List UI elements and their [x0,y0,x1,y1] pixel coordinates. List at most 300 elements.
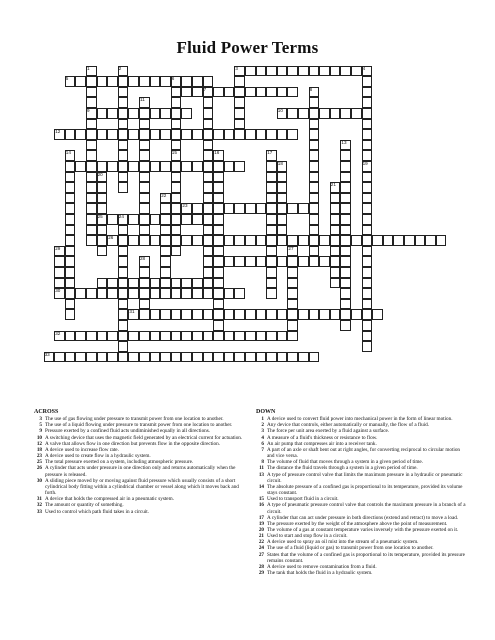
grid-cell[interactable] [266,267,277,278]
grid-cell[interactable] [86,172,97,183]
grid-cell[interactable] [298,66,309,77]
grid-cell[interactable] [139,352,150,363]
grid-cell[interactable] [277,193,288,204]
grid-cell[interactable] [266,352,277,363]
grid-cell[interactable] [362,235,373,246]
grid-cell[interactable] [330,66,341,77]
grid-cell[interactable] [203,309,214,320]
grid-cell[interactable] [97,76,108,87]
grid-cell[interactable] [171,129,182,140]
grid-cell[interactable] [234,76,245,87]
grid-cell[interactable] [213,214,224,225]
grid-cell[interactable] [97,193,108,204]
grid-cell[interactable] [287,267,298,278]
grid-cell[interactable] [65,172,76,183]
grid-cell[interactable] [97,352,108,363]
grid-cell[interactable] [213,87,224,98]
grid-cell[interactable] [309,97,320,108]
grid-cell[interactable] [362,76,373,87]
grid-cell[interactable] [362,172,373,183]
grid-cell[interactable] [224,129,235,140]
grid-cell[interactable] [362,331,373,342]
grid-cell[interactable] [203,76,214,87]
grid-cell[interactable] [150,278,161,289]
grid-cell[interactable] [362,256,373,267]
grid-cell[interactable] [65,225,76,236]
grid-cell[interactable] [234,352,245,363]
grid-cell[interactable] [256,331,267,342]
grid-cell[interactable] [362,108,373,119]
grid-cell[interactable] [118,341,129,352]
grid-cell[interactable] [171,203,182,214]
grid-cell[interactable] [351,66,362,77]
grid-cell[interactable] [118,235,129,246]
grid-cell[interactable] [65,256,76,267]
grid-cell[interactable] [107,331,118,342]
grid-cell[interactable] [340,182,351,193]
grid-cell[interactable] [287,299,298,310]
grid-cell[interactable] [340,320,351,331]
grid-cell[interactable] [97,246,108,257]
grid-cell[interactable] [234,97,245,108]
grid-cell[interactable] [362,288,373,299]
grid-cell[interactable] [245,203,256,214]
grid-cell[interactable] [340,246,351,257]
grid-cell[interactable] [97,203,108,214]
grid-cell[interactable] [362,87,373,98]
grid-cell[interactable] [213,182,224,193]
grid-cell[interactable] [203,97,214,108]
grid-cell[interactable] [181,214,192,225]
grid-cell[interactable] [319,108,330,119]
grid-cell[interactable] [287,278,298,289]
grid-cell[interactable] [351,108,362,119]
grid-cell[interactable] [266,309,277,320]
grid-cell[interactable] [234,256,245,267]
grid-cell[interactable] [107,288,118,299]
grid-cell[interactable] [203,129,214,140]
grid-cell[interactable] [256,352,267,363]
grid-cell[interactable] [203,203,214,214]
grid-cell[interactable] [171,246,182,257]
grid-cell[interactable] [234,235,245,246]
grid-cell[interactable] [203,140,214,151]
grid-cell[interactable] [287,320,298,331]
grid-cell[interactable] [86,352,97,363]
grid-cell[interactable] [362,150,373,161]
grid-cell[interactable] [362,119,373,130]
grid-cell[interactable] [128,288,139,299]
grid-cell[interactable] [86,129,97,140]
grid-cell[interactable] [309,140,320,151]
grid-cell[interactable] [425,235,436,246]
grid-cell[interactable] [213,288,224,299]
grid-cell[interactable] [86,119,97,130]
grid-cell[interactable] [340,203,351,214]
grid-cell[interactable] [139,150,150,161]
grid-cell[interactable] [330,203,341,214]
grid-cell[interactable] [330,108,341,119]
grid-cell[interactable] [107,214,118,225]
grid-cell[interactable] [97,331,108,342]
grid-cell[interactable] [86,225,97,236]
grid-cell[interactable] [330,246,341,257]
grid-cell[interactable] [277,331,288,342]
grid-cell[interactable] [86,182,97,193]
grid-cell[interactable] [139,214,150,225]
grid-cell[interactable] [139,288,150,299]
grid-cell[interactable] [330,193,341,204]
grid-cell[interactable] [340,309,351,320]
grid-cell[interactable] [330,267,341,278]
grid-cell[interactable] [277,182,288,193]
grid-cell[interactable] [75,161,86,172]
grid-cell[interactable] [277,214,288,225]
grid-cell[interactable] [362,309,373,320]
grid-cell[interactable] [65,267,76,278]
grid-cell[interactable] [213,246,224,257]
grid-cell[interactable] [372,309,383,320]
grid-cell[interactable] [118,108,129,119]
grid-cell[interactable] [287,288,298,299]
grid-cell[interactable] [234,309,245,320]
grid-cell[interactable] [340,288,351,299]
grid-cell[interactable] [362,214,373,225]
grid-cell[interactable] [97,182,108,193]
grid-cell[interactable] [150,235,161,246]
grid-cell[interactable] [362,97,373,108]
grid-cell[interactable] [181,108,192,119]
grid-cell[interactable] [160,235,171,246]
grid-cell[interactable] [256,66,267,77]
grid-cell[interactable] [245,129,256,140]
grid-cell[interactable] [277,235,288,246]
grid-cell[interactable] [340,193,351,204]
grid-cell[interactable] [224,87,235,98]
grid-cell[interactable] [181,352,192,363]
grid-cell[interactable] [245,66,256,77]
grid-cell[interactable] [139,182,150,193]
grid-cell[interactable] [319,66,330,77]
grid-cell[interactable] [287,203,298,214]
grid-cell[interactable] [256,256,267,267]
grid-cell[interactable] [245,352,256,363]
grid-cell[interactable] [266,203,277,214]
grid-cell[interactable] [65,129,76,140]
grid-cell[interactable] [118,87,129,98]
grid-cell[interactable] [107,129,118,140]
grid-cell[interactable] [213,172,224,183]
grid-cell[interactable] [351,235,362,246]
grid-cell[interactable] [309,119,320,130]
grid-cell[interactable] [150,309,161,320]
grid-cell[interactable] [277,225,288,236]
grid-cell[interactable] [181,278,192,289]
grid-cell[interactable] [160,76,171,87]
grid-cell[interactable] [213,235,224,246]
grid-cell[interactable] [192,352,203,363]
grid-cell[interactable] [139,161,150,172]
grid-cell[interactable] [298,309,309,320]
grid-cell[interactable] [340,256,351,267]
grid-cell[interactable] [213,225,224,236]
grid-cell[interactable] [330,214,341,225]
grid-cell[interactable] [309,172,320,183]
grid-cell[interactable] [340,172,351,183]
grid-cell[interactable] [203,288,214,299]
grid-cell[interactable] [139,108,150,119]
grid-cell[interactable] [340,225,351,236]
grid-cell[interactable] [97,161,108,172]
grid-cell[interactable] [86,288,97,299]
grid-cell[interactable] [277,172,288,183]
grid-cell[interactable] [203,267,214,278]
grid-cell[interactable] [192,76,203,87]
grid-cell[interactable] [287,352,298,363]
grid-cell[interactable] [139,278,150,289]
grid-cell[interactable] [203,246,214,257]
grid-cell[interactable] [118,267,129,278]
grid-cell[interactable] [171,172,182,183]
grid-cell[interactable] [107,352,118,363]
grid-cell[interactable] [128,161,139,172]
grid-cell[interactable] [266,129,277,140]
grid-cell[interactable] [97,108,108,119]
grid-cell[interactable] [383,235,394,246]
grid-cell[interactable] [160,267,171,278]
grid-cell[interactable] [139,235,150,246]
grid-cell[interactable] [160,129,171,140]
grid-cell[interactable] [65,288,76,299]
grid-cell[interactable] [65,235,76,246]
grid-cell[interactable] [340,66,351,77]
grid-cell[interactable] [160,331,171,342]
grid-cell[interactable] [266,214,277,225]
grid-cell[interactable] [340,150,351,161]
grid-cell[interactable] [150,108,161,119]
grid-cell[interactable] [309,352,320,363]
grid-cell[interactable] [139,267,150,278]
grid-cell[interactable] [171,225,182,236]
grid-cell[interactable] [266,256,277,267]
grid-cell[interactable] [362,299,373,310]
grid-cell[interactable] [107,76,118,87]
grid-cell[interactable] [362,193,373,204]
grid-cell[interactable] [213,161,224,172]
grid-cell[interactable] [160,203,171,214]
grid-cell[interactable] [340,108,351,119]
grid-cell[interactable] [224,235,235,246]
grid-cell[interactable] [213,331,224,342]
grid-cell[interactable] [256,235,267,246]
grid-cell[interactable] [266,182,277,193]
grid-cell[interactable] [118,140,129,151]
grid-cell[interactable] [118,76,129,87]
grid-cell[interactable] [266,235,277,246]
grid-cell[interactable] [266,278,277,289]
grid-cell[interactable] [128,331,139,342]
grid-cell[interactable] [213,320,224,331]
grid-cell[interactable] [54,278,65,289]
grid-cell[interactable] [150,288,161,299]
grid-cell[interactable] [150,129,161,140]
grid-cell[interactable] [298,108,309,119]
grid-cell[interactable] [309,203,320,214]
grid-cell[interactable] [203,331,214,342]
grid-cell[interactable] [118,352,129,363]
grid-cell[interactable] [139,129,150,140]
grid-cell[interactable] [118,320,129,331]
grid-cell[interactable] [97,235,108,246]
grid-cell[interactable] [192,129,203,140]
grid-cell[interactable] [139,119,150,130]
grid-cell[interactable] [118,309,129,320]
grid-cell[interactable] [256,129,267,140]
grid-cell[interactable] [224,203,235,214]
grid-cell[interactable] [75,331,86,342]
grid-cell[interactable] [309,246,320,257]
grid-cell[interactable] [436,235,447,246]
grid-cell[interactable] [107,278,118,289]
grid-cell[interactable] [224,288,235,299]
grid-cell[interactable] [75,129,86,140]
grid-cell[interactable] [139,299,150,310]
grid-cell[interactable] [277,309,288,320]
grid-cell[interactable] [309,161,320,172]
grid-cell[interactable] [224,331,235,342]
grid-cell[interactable] [213,203,224,214]
grid-cell[interactable] [266,66,277,77]
grid-cell[interactable] [234,129,245,140]
grid-cell[interactable] [298,203,309,214]
grid-cell[interactable] [118,182,129,193]
grid-cell[interactable] [171,161,182,172]
grid-cell[interactable] [234,203,245,214]
grid-cell[interactable] [277,203,288,214]
grid-cell[interactable] [118,278,129,289]
grid-cell[interactable] [118,119,129,130]
grid-cell[interactable] [256,309,267,320]
grid-cell[interactable] [266,193,277,204]
grid-cell[interactable] [213,278,224,289]
grid-cell[interactable] [203,119,214,130]
grid-cell[interactable] [118,129,129,140]
grid-cell[interactable] [75,352,86,363]
grid-cell[interactable] [139,331,150,342]
grid-cell[interactable] [150,161,161,172]
grid-cell[interactable] [171,352,182,363]
grid-cell[interactable] [330,256,341,267]
grid-cell[interactable] [203,172,214,183]
grid-cell[interactable] [234,108,245,119]
grid-cell[interactable] [213,299,224,310]
grid-cell[interactable] [54,352,65,363]
grid-cell[interactable] [150,214,161,225]
grid-cell[interactable] [309,129,320,140]
grid-cell[interactable] [203,214,214,225]
grid-cell[interactable] [192,161,203,172]
grid-cell[interactable] [171,309,182,320]
grid-cell[interactable] [266,331,277,342]
grid-cell[interactable] [86,87,97,98]
grid-cell[interactable] [171,331,182,342]
grid-cell[interactable] [309,225,320,236]
grid-cell[interactable] [330,309,341,320]
grid-cell[interactable] [118,246,129,257]
grid-cell[interactable] [171,108,182,119]
grid-cell[interactable] [107,161,118,172]
grid-cell[interactable] [192,331,203,342]
grid-cell[interactable] [118,288,129,299]
grid-cell[interactable] [86,150,97,161]
grid-cell[interactable] [330,278,341,289]
grid-cell[interactable] [362,182,373,193]
grid-cell[interactable] [203,278,214,289]
grid-cell[interactable] [160,225,171,236]
grid-cell[interactable] [256,87,267,98]
grid-cell[interactable] [256,203,267,214]
grid-cell[interactable] [128,108,139,119]
grid-cell[interactable] [245,256,256,267]
grid-cell[interactable] [139,76,150,87]
grid-cell[interactable] [234,331,245,342]
grid-cell[interactable] [309,182,320,193]
grid-cell[interactable] [160,288,171,299]
grid-cell[interactable] [65,309,76,320]
grid-cell[interactable] [86,214,97,225]
grid-cell[interactable] [97,225,108,236]
grid-cell[interactable] [171,87,182,98]
grid-cell[interactable] [150,331,161,342]
grid-cell[interactable] [181,87,192,98]
grid-cell[interactable] [319,256,330,267]
grid-cell[interactable] [160,278,171,289]
grid-cell[interactable] [213,309,224,320]
grid-cell[interactable] [362,267,373,278]
grid-cell[interactable] [213,267,224,278]
grid-cell[interactable] [171,288,182,299]
grid-cell[interactable] [319,309,330,320]
grid-cell[interactable] [415,235,426,246]
grid-cell[interactable] [340,299,351,310]
grid-cell[interactable] [139,172,150,183]
grid-cell[interactable] [266,87,277,98]
grid-cell[interactable] [160,309,171,320]
grid-cell[interactable] [213,352,224,363]
grid-cell[interactable] [362,225,373,236]
grid-cell[interactable] [309,235,320,246]
grid-cell[interactable] [287,66,298,77]
grid-cell[interactable] [266,246,277,257]
grid-cell[interactable] [234,288,245,299]
grid-cell[interactable] [362,278,373,289]
grid-cell[interactable] [340,161,351,172]
grid-cell[interactable] [128,278,139,289]
grid-cell[interactable] [203,182,214,193]
grid-cell[interactable] [86,161,97,172]
grid-cell[interactable] [298,235,309,246]
grid-cell[interactable] [181,76,192,87]
grid-cell[interactable] [118,299,129,310]
grid-cell[interactable] [139,193,150,204]
grid-cell[interactable] [192,203,203,214]
grid-cell[interactable] [86,76,97,87]
grid-cell[interactable] [171,140,182,151]
grid-cell[interactable] [340,214,351,225]
grid-cell[interactable] [150,352,161,363]
grid-cell[interactable] [118,150,129,161]
grid-cell[interactable] [181,309,192,320]
